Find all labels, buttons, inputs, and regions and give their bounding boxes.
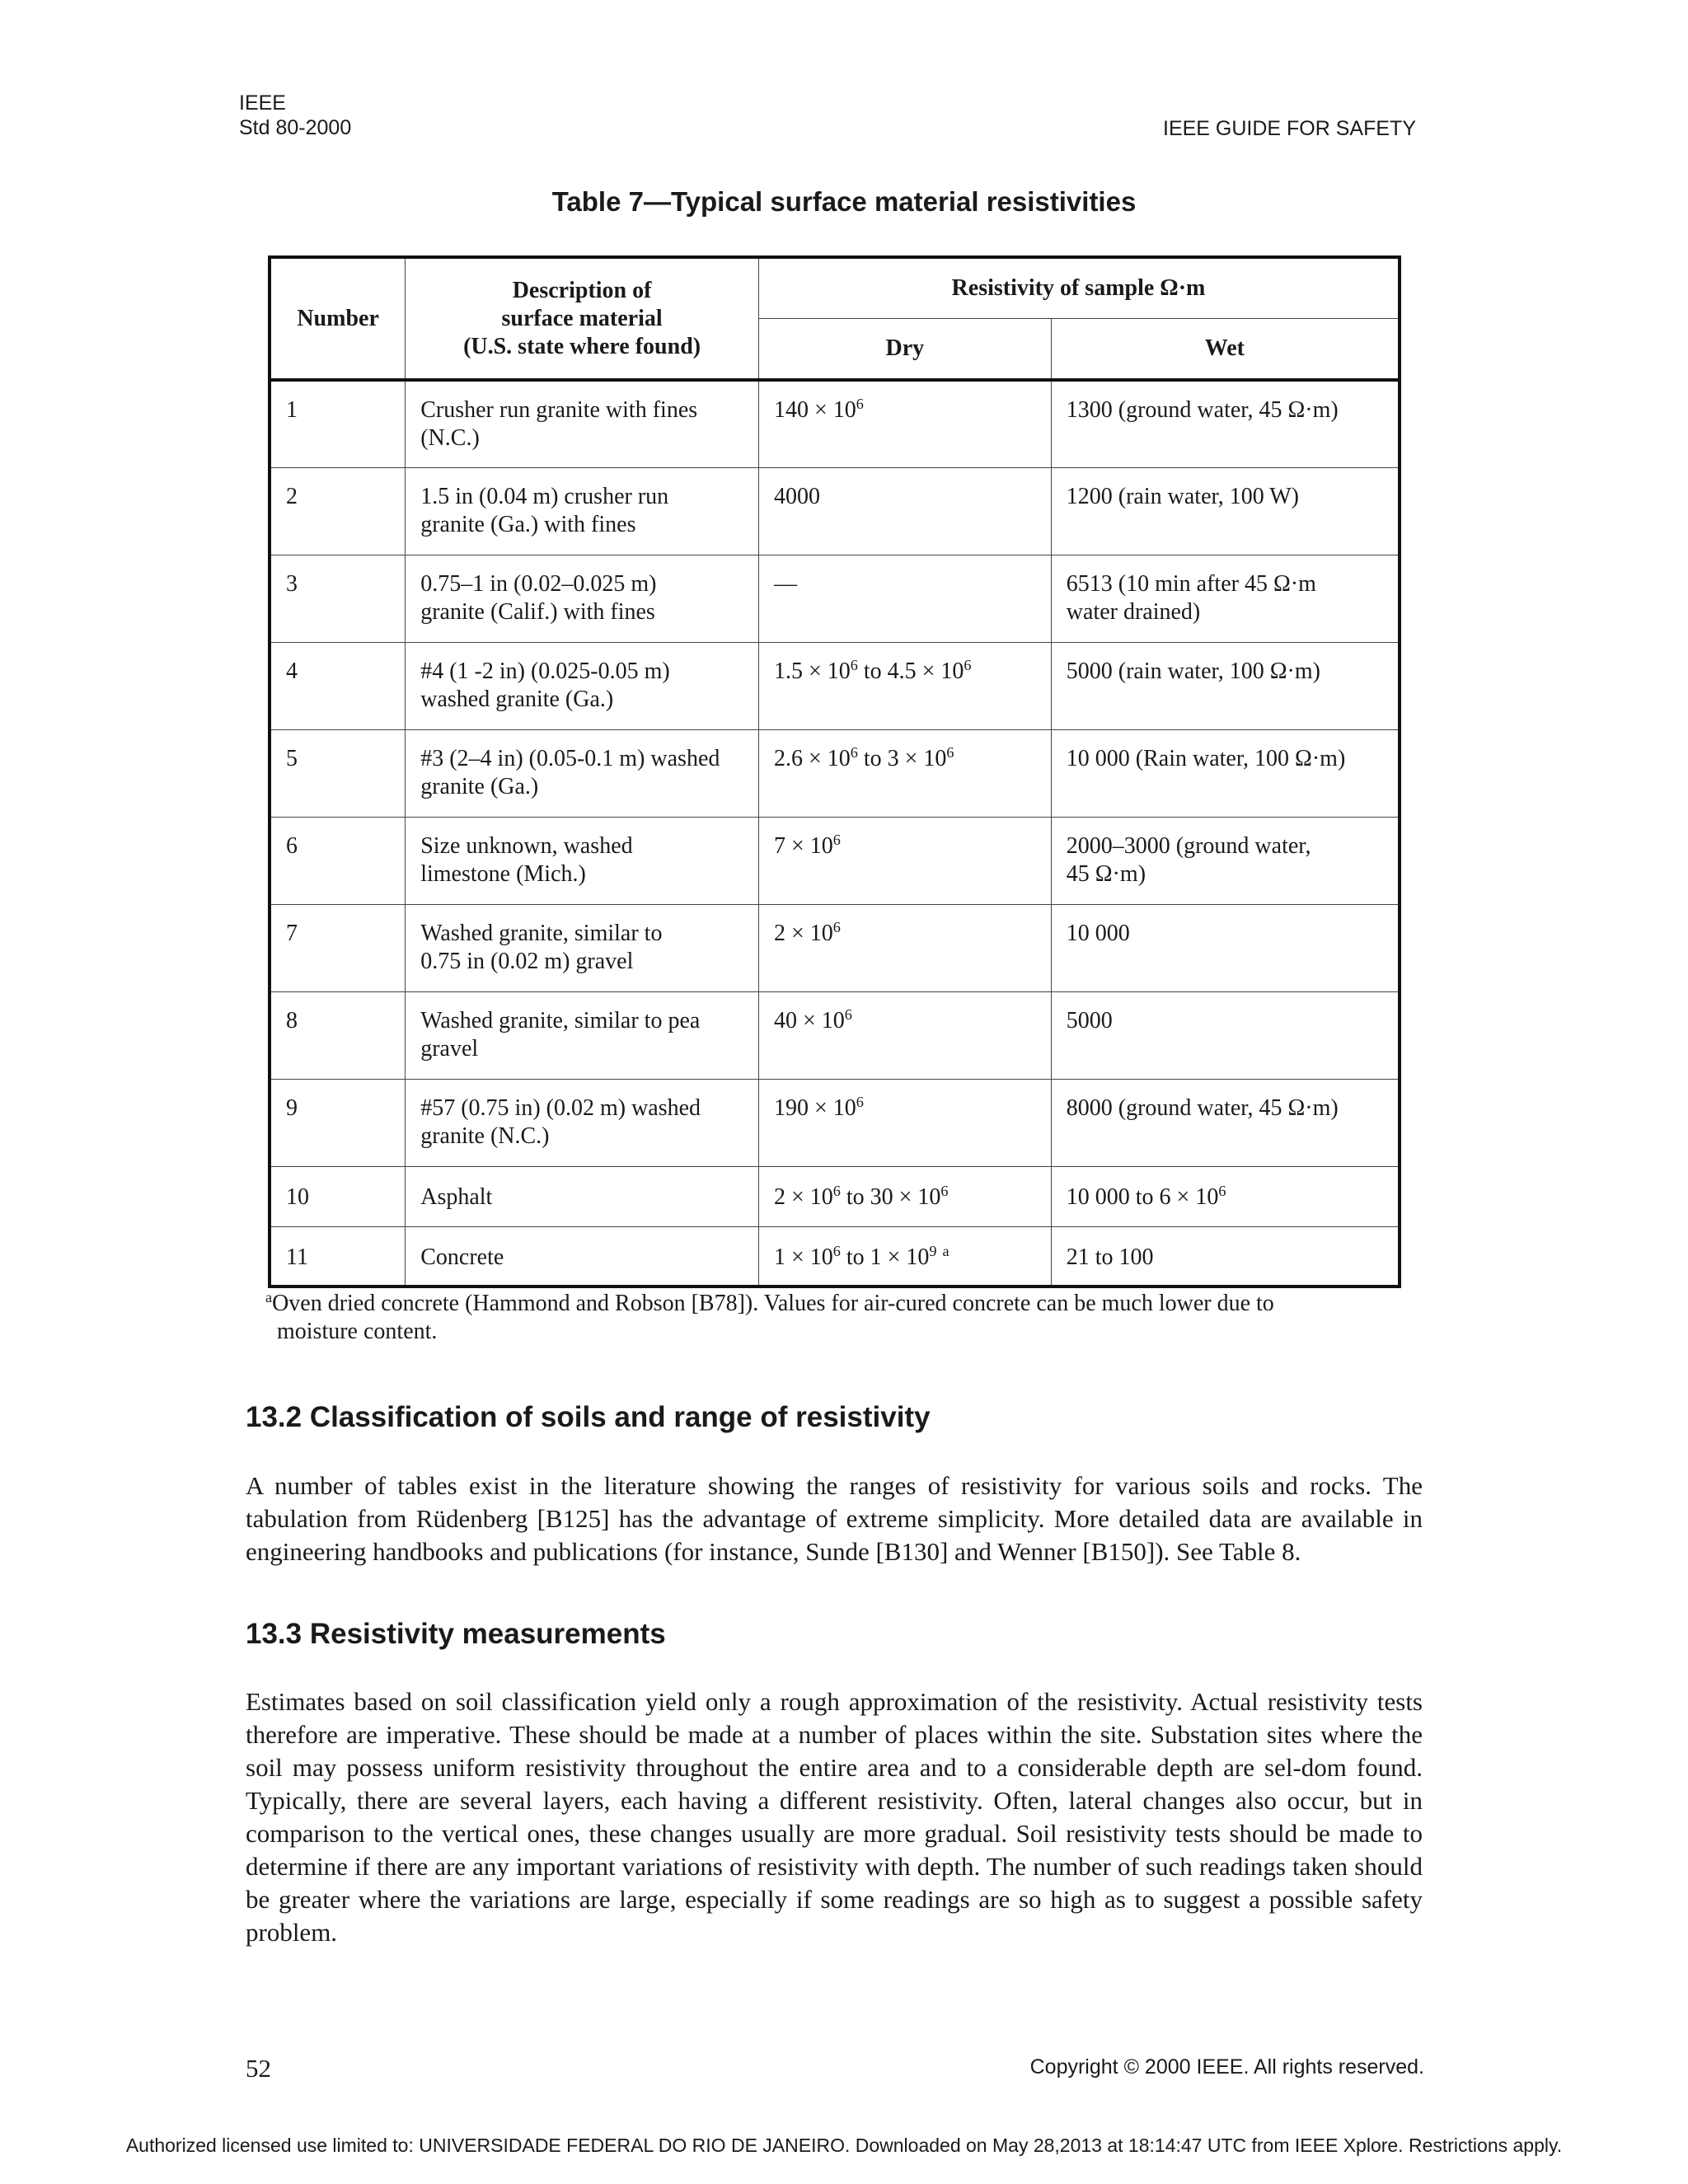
table-title: Table 7—Typical surface material resistivities bbox=[551, 186, 1137, 217]
cell-dry: — bbox=[758, 555, 1051, 642]
cell-wet bbox=[1051, 729, 1400, 817]
col-header-description: Description of surface material (U.S. state where found) bbox=[406, 257, 759, 380]
section-body-13-3: Estimates based on soil classification yield only a rough approximation of the resistivity. Actual resistivity tests therefore are imperative. These should be made at a number of places within the site. Substation sites where the soil may possess uniform resistivity throughout the entire area and to a considerable depth are sel-dom found. Typically, there are several layers, each having a different resistivity. Often, lateral changes also occur, but in comparison to the vertical ones, these changes usually are more gradual. Soil resistivity tests should be made to determine if there are any important variations of resistivity with depth. The number of such readings taken should be greater where the variations are large, especially if some readings are so high as to suggest a possible safety problem. bbox=[246, 1687, 1423, 1947]
cell-dry: $140 \times 10^6$ bbox=[758, 380, 1051, 467]
description-line: 0.75 in (0.02 m) gravel bbox=[420, 948, 634, 974]
cell-dry: $2 \times 10^6$ bbox=[758, 904, 1051, 991]
description-line: granite (Ga.) with fines bbox=[420, 511, 636, 537]
table-header bbox=[270, 257, 1400, 380]
cell-description bbox=[406, 467, 759, 555]
cell-number: 10 bbox=[270, 1166, 406, 1226]
cell-wet bbox=[1051, 1226, 1400, 1286]
table-row bbox=[270, 729, 1400, 817]
description-line: 0.75–1 in (0.02–0.025 m) bbox=[420, 570, 657, 597]
section-heading-13-3: 13.3 Resistivity measurements bbox=[246, 1618, 666, 1650]
table-body bbox=[270, 380, 1400, 1286]
cell-dry: $7 \times 10^6$ bbox=[758, 817, 1051, 904]
wet-line: 10 000 (Rain water, 100 Ω·m) bbox=[1066, 745, 1346, 771]
cell-wet bbox=[1051, 991, 1400, 1079]
cell-description bbox=[406, 729, 759, 817]
description-line: #3 (2–4 in) (0.05-0.1 m) washed bbox=[420, 745, 720, 771]
header-org: IEEE bbox=[239, 91, 286, 115]
cell-description bbox=[406, 1166, 759, 1226]
table-row bbox=[270, 380, 1400, 467]
description-line: #4 (1 -2 in) (0.025-0.05 m) bbox=[420, 658, 670, 684]
cell-dry: $190 \times 10^6$ bbox=[758, 1079, 1051, 1166]
description-line: granite (N.C.) bbox=[420, 1122, 550, 1149]
col-header-dry: Dry bbox=[758, 319, 1051, 381]
cell-description bbox=[406, 380, 759, 467]
cell-dry: $2.6 \times 10^6$ to $3 \times 10^6$ bbox=[758, 729, 1051, 817]
wet-line: 6513 (10 min after 45 Ω·m bbox=[1066, 570, 1316, 597]
running-title: IEEE GUIDE FOR SAFETY bbox=[1163, 117, 1416, 140]
description-line: gravel bbox=[420, 1035, 479, 1062]
cell-number: 9 bbox=[270, 1079, 406, 1166]
description-line: granite (Calif.) with fines bbox=[420, 598, 655, 625]
cell-number: 11 bbox=[270, 1226, 406, 1286]
cell-description bbox=[406, 817, 759, 904]
description-line: washed granite (Ga.) bbox=[420, 686, 614, 712]
table-row bbox=[270, 467, 1400, 555]
description-line: #57 (0.75 in) (0.02 m) washed bbox=[420, 1094, 701, 1121]
wet-line: 45 Ω·m) bbox=[1066, 860, 1146, 887]
footnote-marker: a bbox=[265, 1289, 273, 1305]
cell-dry: 4000 bbox=[758, 467, 1051, 555]
description-line: Washed granite, similar to pea bbox=[420, 1007, 701, 1033]
description-line: Concrete bbox=[420, 1244, 504, 1270]
table-row bbox=[270, 904, 1400, 991]
col-header-number: Number bbox=[270, 257, 406, 380]
cell-wet bbox=[1051, 904, 1400, 991]
section-body-13-2: A number of tables exist in the literature showing the ranges of resistivity for various soils and rocks. The tabulation from Rüdenberg [B125] has the advantage of extreme simplicity. More detailed data are available in engineering handbooks and publications (for instance, Sunde [B130] and Wenner [B150]). See Table 8. bbox=[246, 1471, 1423, 1566]
license-notice: Authorized licensed use limited to: UNIVERSIDADE FEDERAL DO RIO DE JANEIRO. Downloaded on May 28,2013 at 18:14:47 UTC from IEEE Xplore. Restrictions apply. bbox=[125, 2135, 1563, 2156]
description-line: 1.5 in (0.04 m) crusher run bbox=[420, 483, 669, 509]
footnote-line-1: Oven dried concrete (Hammond and Robson [B78]). Values for air-cured concrete can be much lower due to bbox=[272, 1291, 1274, 1316]
cell-wet bbox=[1051, 817, 1400, 904]
col-header-resistivity: Resistivity of sample Ω·m bbox=[758, 257, 1400, 319]
table-row bbox=[270, 991, 1400, 1079]
cell-wet bbox=[1051, 1079, 1400, 1166]
col-header-wet: Wet bbox=[1051, 319, 1400, 381]
header-std-id bbox=[239, 91, 351, 140]
cell-dry: $1.5 \times 10^6$ to $4.5 \times 10^6$ bbox=[758, 642, 1051, 729]
cell-number: 4 bbox=[270, 642, 406, 729]
description-line: granite (Ga.) bbox=[420, 773, 539, 799]
cell-number: 8 bbox=[270, 991, 406, 1079]
cell-description bbox=[406, 642, 759, 729]
cell-wet bbox=[1051, 467, 1400, 555]
cell-number: 1 bbox=[270, 380, 406, 467]
table-footnote bbox=[265, 1290, 1403, 1346]
description-line: Crusher run granite with fines bbox=[420, 397, 698, 423]
resistivity-table bbox=[268, 255, 1401, 1288]
table-row bbox=[270, 1079, 1400, 1166]
header-std: Std 80-2000 bbox=[239, 116, 352, 139]
table-row bbox=[270, 555, 1400, 642]
cell-wet bbox=[1051, 380, 1400, 467]
cell-number: 3 bbox=[270, 555, 406, 642]
wet-line: 5000 bbox=[1066, 1007, 1113, 1033]
table-row bbox=[270, 1166, 1400, 1226]
footnote-line-2: moisture content. bbox=[277, 1319, 438, 1344]
wet-line: 1200 (rain water, 100 W) bbox=[1066, 483, 1299, 509]
cell-wet bbox=[1051, 642, 1400, 729]
cell-description bbox=[406, 555, 759, 642]
cell-dry: $1 \times 10^6$ to $1 \times 10^9$ $^a$ bbox=[758, 1226, 1051, 1286]
cell-wet bbox=[1051, 555, 1400, 642]
cell-description bbox=[406, 1079, 759, 1166]
cell-number: 6 bbox=[270, 817, 406, 904]
cell-dry: $2 \times 10^6$ to $30 \times 10^6$ bbox=[758, 1166, 1051, 1226]
cell-wet bbox=[1051, 1166, 1400, 1226]
copyright: Copyright © 2000 IEEE. All rights reserved. bbox=[1029, 2055, 1424, 2079]
wet-line: 21 to 100 bbox=[1066, 1244, 1154, 1270]
table-row bbox=[270, 1226, 1400, 1286]
wet-line: 10 000 to $6 \times 10^6$ bbox=[1066, 1182, 1226, 1210]
wet-line: 5000 (rain water, 100 Ω·m) bbox=[1066, 658, 1320, 684]
description-line: Size unknown, washed bbox=[420, 832, 633, 859]
cell-description bbox=[406, 904, 759, 991]
section-heading-13-2: 13.2 Classification of soils and range of resistivity bbox=[246, 1401, 931, 1433]
cell-description bbox=[406, 1226, 759, 1286]
wet-line: water drained) bbox=[1066, 598, 1201, 625]
table-row bbox=[270, 817, 1400, 904]
description-line: Washed granite, similar to bbox=[420, 920, 663, 946]
description-line: limestone (Mich.) bbox=[420, 860, 586, 887]
wet-line: 2000–3000 (ground water, bbox=[1066, 832, 1311, 859]
cell-description bbox=[406, 991, 759, 1079]
cell-number: 2 bbox=[270, 467, 406, 555]
wet-line: 8000 (ground water, 45 Ω·m) bbox=[1066, 1094, 1339, 1121]
cell-number: 7 bbox=[270, 904, 406, 991]
page-number: 52 bbox=[246, 2054, 271, 2083]
cell-number: 5 bbox=[270, 729, 406, 817]
wet-line: 1300 (ground water, 45 Ω·m) bbox=[1066, 397, 1339, 423]
wet-line: 10 000 bbox=[1066, 920, 1130, 946]
cell-dry: $40 \times 10^6$ bbox=[758, 991, 1051, 1079]
description-line: (N.C.) bbox=[420, 425, 480, 451]
description-line: Asphalt bbox=[420, 1183, 493, 1210]
table-row bbox=[270, 642, 1400, 729]
